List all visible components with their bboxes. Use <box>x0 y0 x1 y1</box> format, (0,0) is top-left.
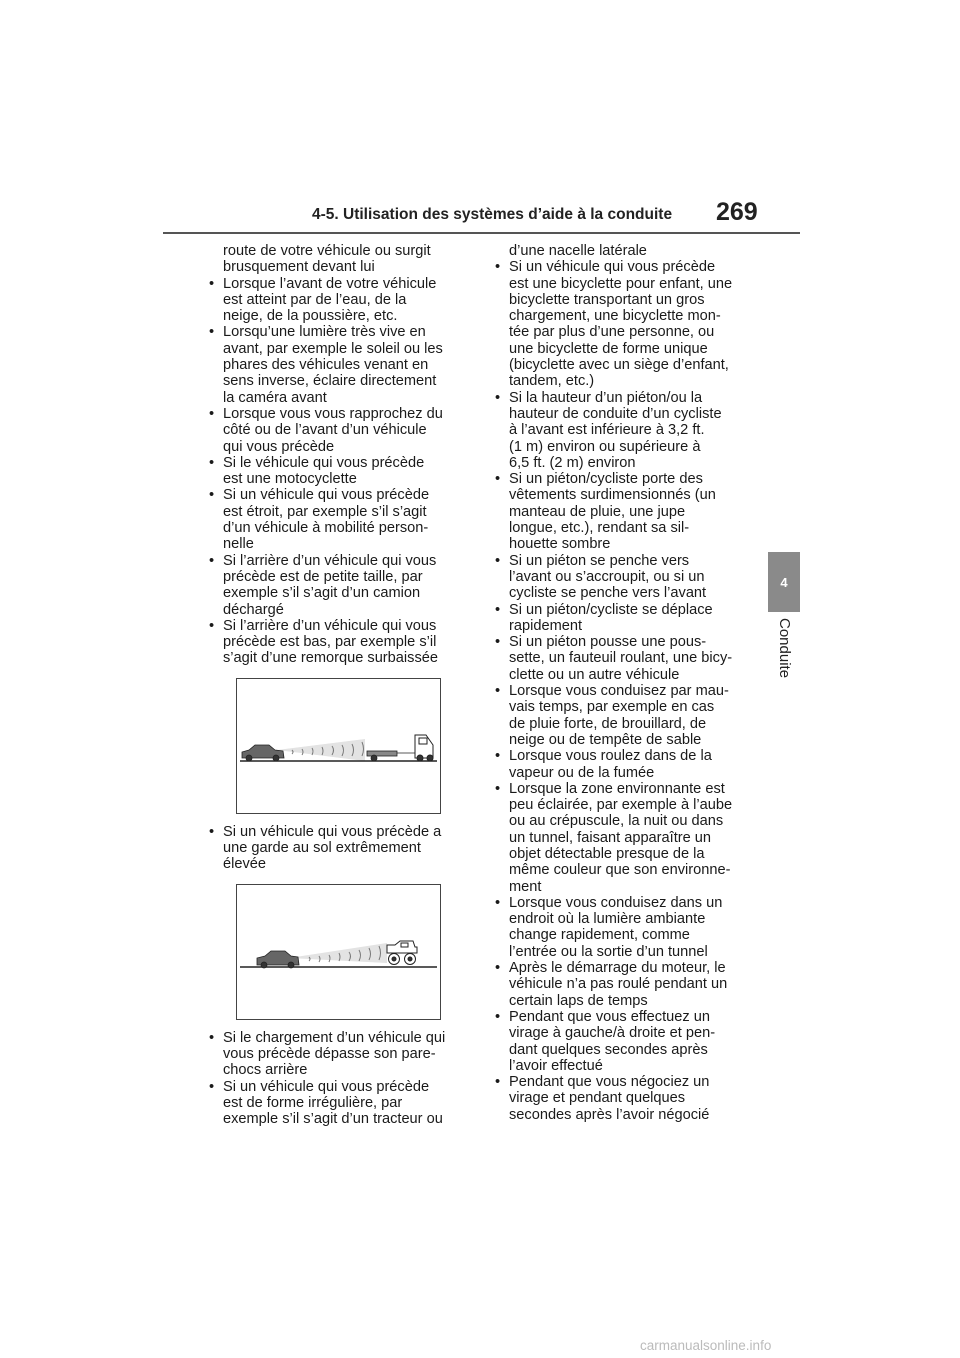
bullet-icon: • <box>495 894 501 911</box>
list-item-text: Si un véhicule qui vous précède est de forme irrégulière, par exemple s’il s’agit d’un tracteur ou <box>223 1078 443 1128</box>
bullet-icon: • <box>495 683 501 700</box>
trailer-icon <box>367 751 415 761</box>
list-item-text: Lorsque la zone environnante est peu éclairée, par exemple à l’aube ou au crépuscule, la nuit ou dans un tunnel, faisant apparaître un objet détectable presque de la même couleur que son environne- ment <box>509 780 733 895</box>
list-item-text: Si un véhicule qui vous précède a une garde au sol extrêmement élevée <box>223 823 442 873</box>
list-item <box>206 406 471 455</box>
illustration-high-clearance <box>236 884 441 1020</box>
page-number: 269 <box>716 198 758 226</box>
list-item <box>206 487 471 552</box>
bullet-icon: • <box>209 405 215 422</box>
list-item <box>206 276 471 325</box>
list-item <box>492 1074 758 1123</box>
list-item-text: Pendant que vous effectuez un virage à gauche/à droite et pen- dant quelques secondes après l’avoir effectué <box>509 1008 716 1074</box>
continuation-text: d’une nacelle latérale <box>509 243 647 259</box>
truck-icon <box>415 735 433 761</box>
chapter-number: 4 <box>780 574 788 590</box>
list-item-text: Lorsque vous roulez dans de la vapeur ou de la fumée <box>509 748 712 781</box>
list-item-text: Si la hauteur d’un piéton/ou la hauteur de conduite d’un cycliste à l’avant est inférieure à 3,2 ft. (1 m) environ ou supérieure à 6,5 ft. (2 m) environ <box>509 389 722 471</box>
list-item <box>206 455 471 488</box>
list-item-text: Pendant que vous négociez un virage et pendant quelques secondes après l’avoir négocié <box>509 1074 710 1123</box>
left-column <box>206 243 471 1127</box>
list-item-text: Lorsque l’avant de votre véhicule est atteint par de l’eau, de la neige, de la poussière, etc. <box>223 275 437 325</box>
right-column <box>492 243 758 1123</box>
bullet-icon: • <box>495 259 501 276</box>
list-item <box>492 683 758 748</box>
list-item-text: Si l’arrière d’un véhicule qui vous précède est bas, par exemple s’il s’agit d’une remorque surbaissée <box>223 617 438 667</box>
footer-watermark: carmanualsonline.info <box>640 1338 772 1353</box>
list-item <box>492 259 758 389</box>
bullet-icon: • <box>495 634 501 651</box>
list-item <box>492 553 758 602</box>
bullet-icon: • <box>209 617 215 634</box>
list-item-text: Après le démarrage du moteur, le véhicule n’a pas roulé pendant un certain laps de temps <box>509 960 728 1009</box>
list-item-text: Lorsque vous conduisez dans un endroit où la lumière ambiante change rapidement, comme l’entrée ou la sortie d’un tunnel <box>509 894 723 960</box>
bullet-list <box>206 824 471 873</box>
list-item <box>206 824 471 873</box>
list-item <box>206 553 471 618</box>
bullet-icon: • <box>495 1008 501 1025</box>
bullet-icon: • <box>209 454 215 471</box>
list-item <box>206 324 471 405</box>
bullet-icon: • <box>495 389 501 406</box>
list-item-text: Lorsque vous vous rapprochez du côté ou de l’avant d’un véhicule qui vous précède <box>223 405 443 455</box>
bullet-icon: • <box>495 780 501 797</box>
lifted-truck-icon <box>387 941 417 965</box>
list-item <box>492 960 758 1009</box>
trailer-diagram <box>237 679 440 813</box>
bullet-icon: • <box>209 823 215 840</box>
list-item <box>492 634 758 683</box>
bullet-list <box>206 276 471 667</box>
list-item-text: Si un véhicule qui vous précède est une bicyclette pour enfant, une bicyclette transportant un gros chargement, une bicyclette mon- tée par plus d’une personne, ou une bicyclette de forme unique (bicyclette avec un siège d’enfant, tandem, etc.) <box>509 259 733 390</box>
list-item <box>206 1079 471 1128</box>
list-item-text: Si le chargement d’un véhicule qui vous précède dépasse son pare- chocs arrière <box>223 1029 446 1079</box>
bullet-icon: • <box>495 1074 501 1091</box>
bullet-list <box>492 259 758 1123</box>
continuation-text: route de votre véhicule ou surgit brusquement devant lui <box>223 243 431 276</box>
list-item <box>206 1030 471 1079</box>
list-item <box>492 602 758 635</box>
illustration-trailer <box>236 678 441 814</box>
bullet-icon: • <box>209 324 215 341</box>
list-item-text: Si un piéton pousse une pous- sette, un fauteuil roulant, une bicy- clette ou un autre véhicule <box>509 634 733 683</box>
list-item-text: Si un piéton se penche vers l’avant ou s’accroupit, ou si un cycliste se penche vers l’avant <box>509 552 707 602</box>
bullet-icon: • <box>209 275 215 292</box>
bullet-icon: • <box>495 471 501 488</box>
bullet-icon: • <box>209 1078 215 1095</box>
header-rule <box>163 232 800 234</box>
bullet-icon: • <box>209 487 215 504</box>
list-item <box>492 390 758 471</box>
bullet-icon: • <box>495 748 501 765</box>
bullet-icon: • <box>495 960 501 977</box>
chapter-label: Conduite <box>776 618 793 679</box>
list-item-text: Si un véhicule qui vous précède est étroit, par exemple s’il s’agit d’un véhicule à mobilité person- nelle <box>223 487 430 553</box>
bullet-list <box>206 1030 471 1128</box>
list-item <box>206 618 471 667</box>
list-item <box>492 781 758 895</box>
car-icon <box>257 951 299 968</box>
bullet-icon: • <box>209 552 215 569</box>
list-item-text: Lorsqu’une lumière très vive en avant, par exemple le soleil ou les phares des véhicules venant en sens inverse, éclaire directement la caméra avant <box>223 324 443 406</box>
chapter-tab <box>768 552 800 612</box>
list-item <box>492 1009 758 1074</box>
list-item-text: Si l’arrière d’un véhicule qui vous précède est de petite taille, par exemple s’il s’agit d’un camion déchargé <box>223 552 437 618</box>
list-item <box>492 748 758 781</box>
list-item-text: Lorsque vous conduisez par mau- vais temps, par exemple en cas de pluie forte, de brouillard, de neige ou de tempête de sable <box>509 683 729 748</box>
list-item-text: Si un piéton/cycliste porte des vêtements surdimensionnés (un manteau de pluie, une jupe longue, etc.), rendant sa sil- houette sombre <box>509 471 716 553</box>
bullet-icon: • <box>495 552 501 569</box>
list-item <box>492 895 758 960</box>
list-item-text: Si le véhicule qui vous précède est une motocyclette <box>223 454 425 488</box>
bullet-icon: • <box>495 601 501 618</box>
list-item-text: Si un piéton/cycliste se déplace rapidement <box>509 601 713 634</box>
high-clearance-diagram <box>237 885 440 1019</box>
section-title: 4-5. Utilisation des systèmes d’aide à la conduite <box>312 206 673 223</box>
car-icon <box>242 745 284 761</box>
bullet-icon: • <box>209 1029 215 1046</box>
list-item <box>492 471 758 552</box>
